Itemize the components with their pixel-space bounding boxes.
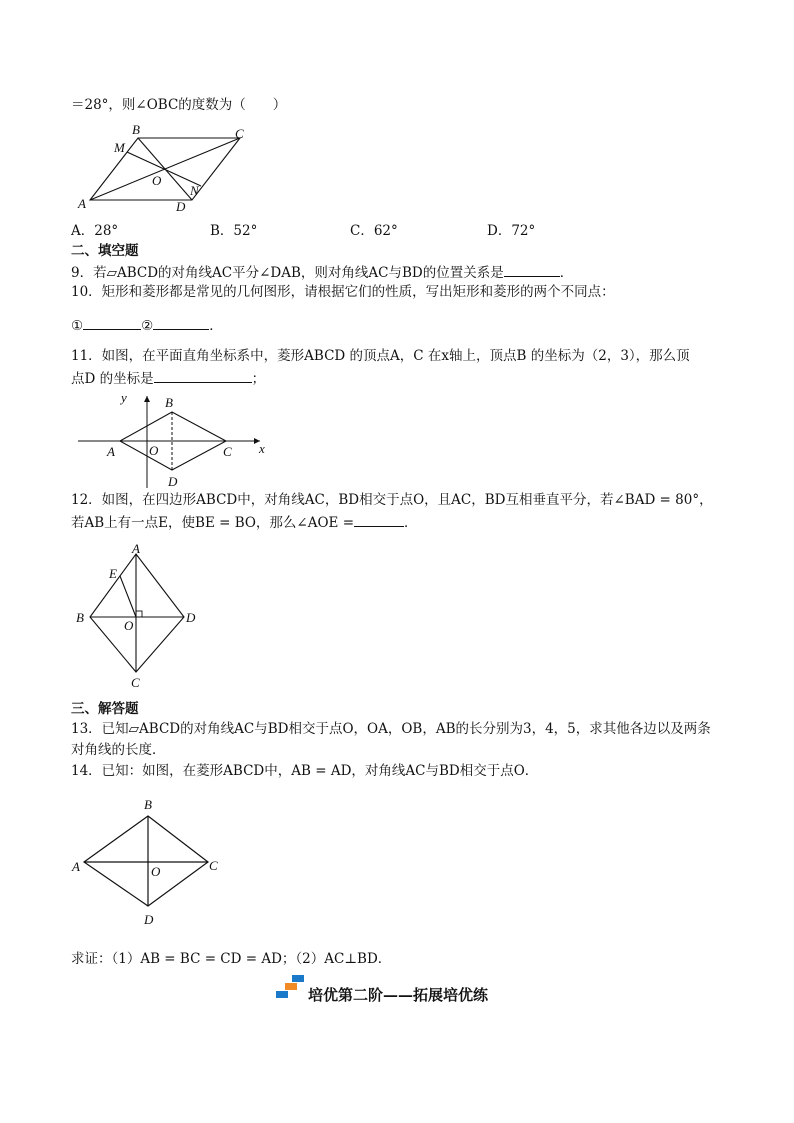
q11-label-y: y bbox=[121, 390, 127, 405]
section3-title: 三、解答题 bbox=[71, 701, 139, 717]
q13-line1: 13．已知▱ABCD的对角线AC与BD相交于点O，OA，OB，AB的长分别为3，4，5，求其他各边以及两条 bbox=[71, 721, 711, 737]
q13-line2: 对角线的长度． bbox=[71, 742, 166, 758]
q14-label-a: A bbox=[72, 859, 80, 874]
q8-figure bbox=[72, 124, 252, 216]
q11-figure bbox=[74, 390, 274, 490]
q12-line2 bbox=[71, 512, 418, 532]
q8-label-d: D bbox=[176, 199, 186, 214]
q8-label-o: O bbox=[152, 173, 162, 188]
q11-label-o: O bbox=[149, 443, 159, 458]
q11-label-d: D bbox=[168, 474, 178, 489]
q12-answer-blank[interactable] bbox=[354, 512, 404, 527]
q8-label-n: N bbox=[190, 183, 199, 198]
q14-label-d: D bbox=[144, 912, 154, 927]
q11-line2 bbox=[71, 368, 265, 388]
section2-title: 二、填空题 bbox=[71, 243, 139, 259]
q11-end: ； bbox=[251, 371, 266, 387]
q9-text: 9．若▱ABCD的对角线AC平分∠DAB，则对角线AC与BD的位置关系是 bbox=[71, 265, 504, 281]
q14-figure bbox=[68, 796, 228, 930]
q9-end: ． bbox=[559, 265, 574, 281]
q12-line2-text: 若AB上有一点E，使BE = BO，那么∠AOE = bbox=[71, 515, 355, 531]
q12-label-c: C bbox=[131, 675, 140, 690]
q10-end: ． bbox=[209, 318, 223, 334]
section-logo-icon bbox=[276, 975, 306, 999]
q12-end: ． bbox=[404, 515, 418, 531]
q12-label-o: O bbox=[124, 618, 134, 633]
q10-mark-2: ② bbox=[141, 318, 154, 334]
q8-choice-a[interactable]: A．28° bbox=[71, 223, 119, 239]
q8-choice-d[interactable]: D．72° bbox=[487, 223, 536, 239]
q10-mark-1: ① bbox=[71, 318, 84, 334]
q8-choice-b[interactable]: B．52° bbox=[210, 223, 258, 239]
q10-blanks bbox=[71, 315, 223, 335]
q10-text: 10．矩形和菱形都是常见的几何图形，请根据它们的性质，写出矩形和菱形的两个不同点： bbox=[71, 284, 615, 300]
q12-figure bbox=[72, 544, 202, 690]
q14-label-o: O bbox=[151, 864, 161, 879]
q11-line2-text: 点D 的坐标是 bbox=[71, 371, 154, 387]
q11-label-c: C bbox=[223, 444, 232, 459]
q11-label-x: x bbox=[259, 441, 265, 456]
q11-line1: 11．如图，在平面直角坐标系中，菱形ABCD 的顶点A，C 在x轴上，顶点B 的坐标为（2，3），那么顶 bbox=[71, 348, 690, 364]
footer-title: 培优第二阶——拓展培优练 bbox=[308, 986, 489, 1004]
q12-label-e: E bbox=[109, 566, 117, 581]
q12-line1: 12．如图，在四边形ABCD中，对角线AC，BD相交于点O，且AC，BD互相垂直平分，若∠BAD = 80°， bbox=[71, 492, 713, 508]
q12-label-b: B bbox=[76, 610, 84, 625]
q8-label-m: M bbox=[114, 140, 125, 155]
q14-text: 14．已知：如图，在菱形ABCD中，AB = AD，对角线AC与BD相交于点O． bbox=[71, 763, 539, 779]
q8-choices bbox=[71, 222, 591, 240]
q14-label-b: B bbox=[144, 797, 152, 812]
q11-answer-blank[interactable] bbox=[154, 368, 252, 383]
q8-choice-c[interactable]: C．62° bbox=[350, 223, 398, 239]
q11-label-b: B bbox=[165, 395, 173, 410]
q9-answer-blank[interactable] bbox=[504, 262, 560, 277]
q11-label-a: A bbox=[107, 444, 115, 459]
q14-label-c: C bbox=[209, 858, 218, 873]
q10-answer-blank-2[interactable] bbox=[153, 315, 209, 330]
q8-label-b: B bbox=[132, 124, 140, 137]
q12-label-d: D bbox=[186, 610, 196, 625]
q8-label-c: C bbox=[235, 126, 244, 141]
q9 bbox=[71, 262, 573, 282]
q14-prove: 求证：（1）AB = BC = CD = AD；（2）AC⊥BD． bbox=[71, 951, 392, 967]
q8-label-a: A bbox=[78, 196, 86, 211]
q12-label-a: A bbox=[132, 544, 140, 556]
q8-stem-tail: ＝28°，则∠OBC的度数为（ ） bbox=[71, 97, 287, 113]
q10-answer-blank-1[interactable] bbox=[83, 315, 141, 330]
